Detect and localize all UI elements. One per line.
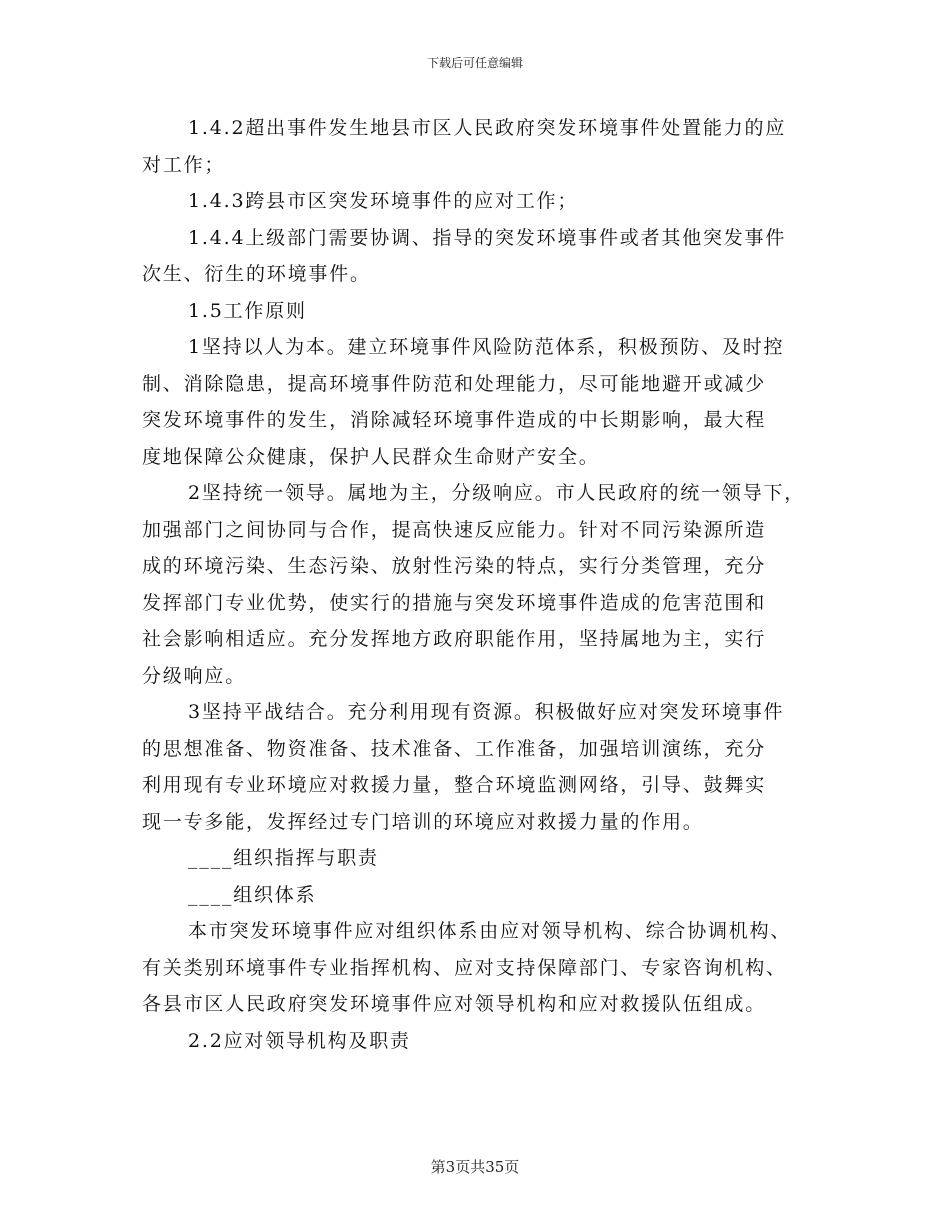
page-header: 下载后可任意编辑 [426,56,523,70]
text-line: 有关类别环境事件专业指挥机构、应对支持保障部门、专家咨询机构、 [142,956,787,979]
text-line: 1.4.2超出事件发生地县市区人民政府突发环境事件处置能力的应 [188,117,787,139]
text-line: 3坚持平战结合。充分利用现有资源。积极做好应对突发环境事件 [188,701,785,723]
text-line: 的思想准备、物资准备、技术准备、工作准备，加强培训演练，充分 [142,737,767,760]
text-line: 各县市区人民政府突发环境事件应对领导机构和应对救援队伍组成。 [142,993,767,1015]
text-line: 1.4.3跨县市区突发环境事件的应对工作； [188,190,579,212]
text-line: 加强部门之间协同与合作，提高快速反应能力。针对不同污染源所造 [142,518,767,541]
text-line: 1.4.4上级部门需要协调、指导的突发环境事件或者其他突发事件 [188,226,787,249]
text-line: 现一专多能，发挥经过专门培训的环境应对救援力量的作用。 [142,810,704,833]
page-footer: 第3页共35页 [430,1158,520,1176]
document-body [142,110,822,1059]
text-line: 度地保障公众健康，保护人民群众生命财产安全。 [142,445,600,468]
text-line: 成的环境污染、生态污染、放射性污染的特点，实行分类管理，充分 [142,555,767,577]
text-line: 对工作； [142,153,226,176]
text-line: 社会影响相适应。充分发挥地方政府职能作用，坚持属地为主，实行 [142,628,767,650]
text-line: ____组织指挥与职责 [188,847,379,869]
text-line: 2.2应对领导机构及职责 [188,1029,411,1052]
text-line: 制、消除隐患，提高环境事件防范和处理能力，尽可能地避开或减少 [142,372,767,395]
text-line: 发挥部门专业优势，使实行的措施与突发环境事件造成的危害范围和 [142,591,767,614]
text-line: 突发环境事件的发生，消除减轻环境事件造成的中长期影响，最大程 [142,409,767,431]
text-line: 2坚持统一领导。属地为主，分级响应。市人民政府的统一领导下， [188,482,806,504]
text-line: 本市突发环境事件应对组织体系由应对领导机构、综合协调机构、 [188,920,792,942]
text-line: 次生、衍生的环境事件。 [142,263,371,285]
text-line: 分级响应。 [142,664,247,687]
text-line: ____组织体系 [188,883,317,906]
text-line: 利用现有专业环境应对救援力量，整合环境监测网络，引导、鼓舞实 [142,774,767,796]
text-line: 1.5工作原则 [188,299,307,322]
text-line: 1坚持以人为本。建立环境事件风险防范体系，积极预防、及时控 [188,336,785,358]
